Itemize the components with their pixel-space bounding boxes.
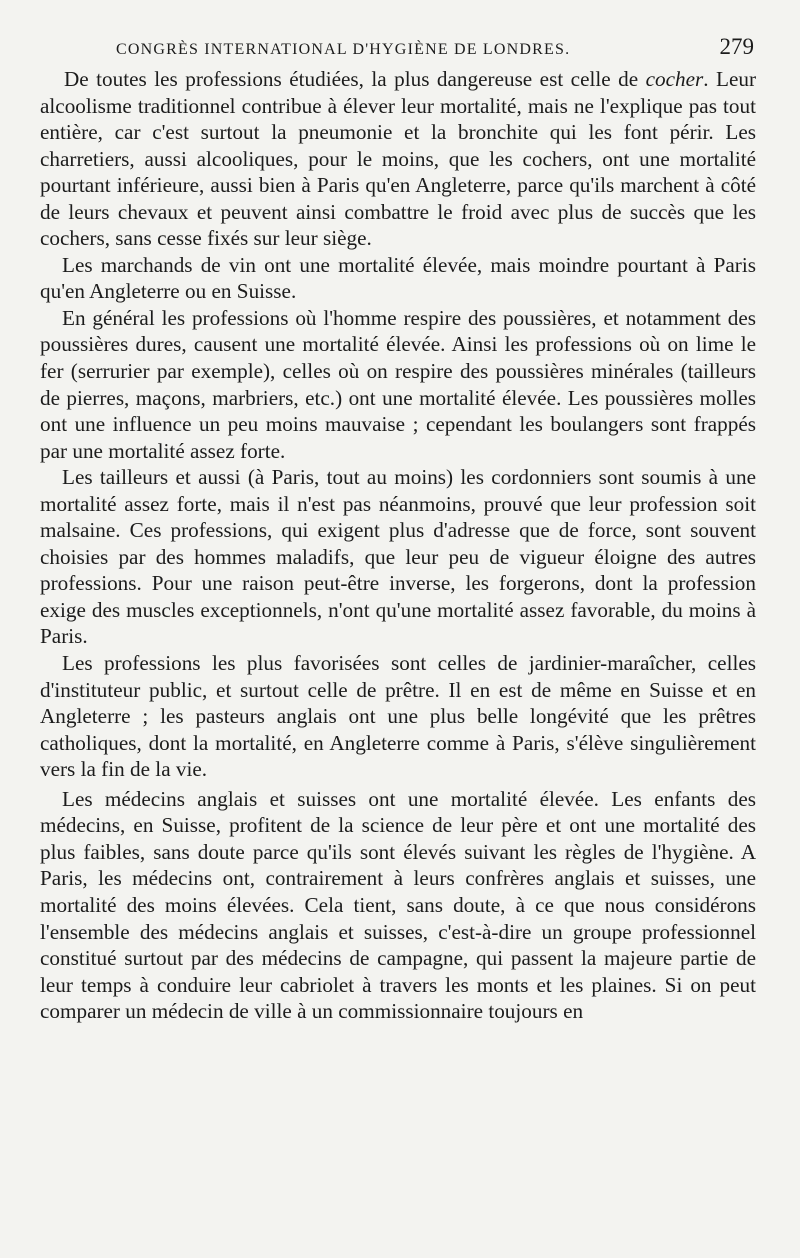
- paragraph-marchands-de-vin: Les marchands de vin ont une mortalité élevée, mais moindre pourtant à Paris qu'en Angleterre ou en Suisse.: [40, 252, 756, 304]
- italic-term: cocher: [645, 67, 704, 91]
- paragraph-poussieres: En général les professions où l'homme respire des poussières, et notamment des poussières dures, causent une mortalité élevée. Ainsi les professions où on lime le fer (serrurier par exemple), celles où on respire des poussières minérales (tailleurs de pierres, maçons, marbriers, etc.) ont une mortalité élevée. Les poussières molles ont une influence un peu moins mauvaise ; cependant les boulangers sont frappés par une mortalité assez forte.: [40, 305, 756, 463]
- running-title: CONGRÈS INTERNATIONAL D'HYGIÈNE DE LONDRES.: [116, 41, 571, 58]
- paragraph-rest: . Leur alcoolisme traditionnel contribue à élever leur mortalité, mais ne l'explique pas tout entière, car c'est surtout la pneumonie et la bronchite qui les font périr. Les charretiers, aussi alcooliques, pour le moins, que les cochers, ont une mortalité pourtant inférieure, aussi bien à Paris qu'en Angleterre, parce qu'ils marchent à côté de leurs chevaux et peuvent ainsi combattre le froid avec plus de succès que les cochers, sans cesse fixés sur leur siège.: [40, 67, 757, 251]
- paragraph-lead: De toutes les professions étudiées, la plus dangereuse est celle de: [64, 67, 646, 91]
- paragraph-cochers: [40, 66, 756, 252]
- body-text: [40, 66, 756, 1025]
- paragraph-professions-favorisees: Les professions les plus favorisées sont celles de jardinier-maraîcher, celles d'instituteur public, et surtout celle de prêtre. Il en est de même en Suisse et en Angleterre ; les pasteurs anglais ont une plus belle longévité que les prêtres catholiques, dont la mortalité, en Angleterre comme à Paris, s'élève singulièrement vers la fin de la vie.: [40, 651, 756, 782]
- page-number: 279: [719, 34, 754, 59]
- running-head: [40, 34, 756, 60]
- paragraph-medecins: Les médecins anglais et suisses ont une mortalité élevée. Les enfants des médecins, en Suisse, profitent de la science de leur père et ont une mortalité des plus faibles, sans doute parce qu'ils sont élevés suivant les règles de l'hygiène. A Paris, les médecins ont, contrairement à leurs confrères anglais et suisses, une mortalité des moins élevées. Cela tient, sans doute, à ce que nous considérons l'ensemble des médecins anglais et suisses, c'est-à-dire un groupe professionnel constitué surtout par des médecins de campagne, qui passent la majeure partie de leur temps à conduire leur cabriolet à travers les monts et les plaines. Si on peut comparer un médecin de ville à un commissionnaire toujours en: [40, 786, 756, 1024]
- paragraph-tailleurs: Les tailleurs et aussi (à Paris, tout au moins) les cordonniers sont soumis à une mortalité assez forte, mais il n'est pas néanmoins, prouvé que leur profession soit malsaine. Ces professions, qui exigent plus d'adresse que de force, sont souvent choisies par des hommes maladifs, que leur peu de vigueur éloigne des autres professions. Pour une raison peut-être inverse, les forgerons, dont la profession exige des muscles exceptionnels, n'ont qu'une mortalité assez favorable, du moins à Paris.: [40, 465, 756, 649]
